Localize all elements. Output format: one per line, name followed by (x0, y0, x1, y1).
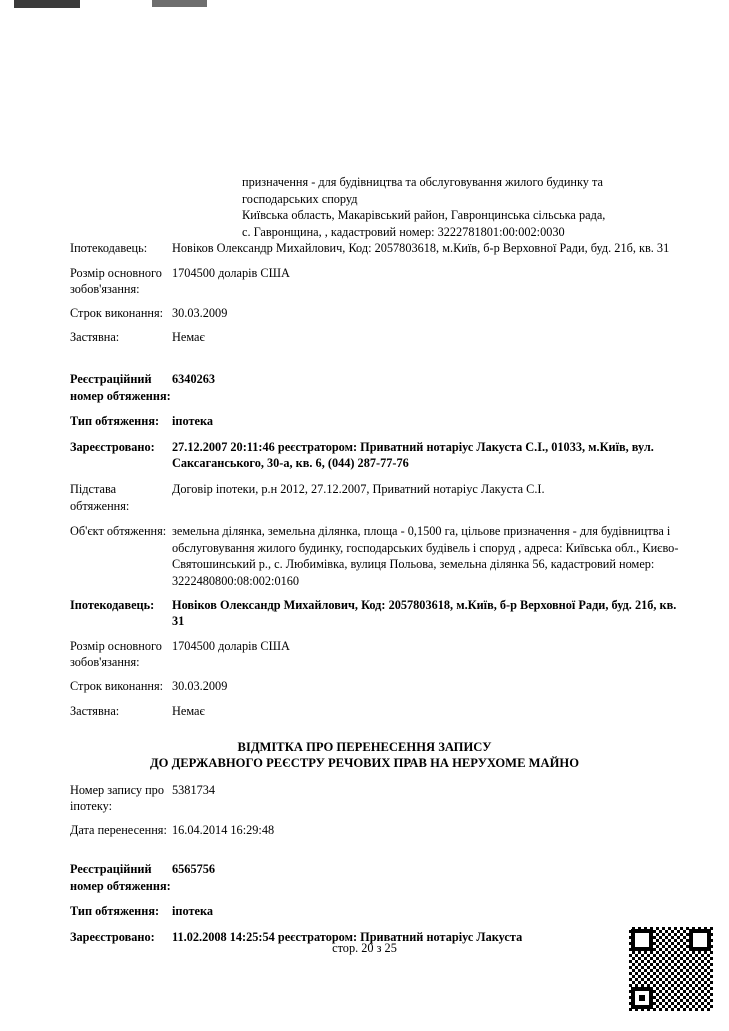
field-row-object (0, 523, 729, 589)
transfer-note-title-line-1: ВІДМІТКА ПРО ПЕРЕНЕСЕННЯ ЗАПИСУ (237, 740, 492, 754)
field-row-transfer-date (0, 822, 729, 839)
field-label: Реєстраційний номер обтяження: (70, 862, 171, 893)
intro-line-1: призначення - для будівництва та обслуговування жилого будинку та (242, 175, 603, 189)
field-label: Розмір основного зобов'язання: (70, 265, 162, 297)
field-value: Немає (172, 330, 205, 345)
field-value: 6565756 (172, 862, 216, 876)
field-value: іпотека (172, 414, 214, 429)
field-value: 16.04.2014 16:29:48 (172, 823, 275, 837)
page-number-label: стор. 20 з 25 (332, 941, 397, 955)
field-row (0, 240, 729, 257)
qr-alignment-marker (631, 987, 653, 1009)
field-row (0, 305, 729, 322)
intro-line-2: господарських споруд (242, 191, 358, 206)
field-row-term (0, 678, 729, 695)
field-value: Немає (172, 703, 205, 718)
field-value: земельна ділянка, земельна ділянка, площа - 0,1500 га, цільове призначення - для будівництва і обслуговування жилого будинку, господарських будівель і споруд , адреса: Київська обл., Києво-Святошинський р., с. Любимівка, вулиця Польова, земельна ділянка 56, кадастровий номер: 3222480800:08:002:0160 (172, 524, 679, 588)
intro-line-4: с. Гавронщина, , кадастровий номер: 3222781801:00:002:0030 (242, 224, 565, 239)
field-label: Тип обтяження: (70, 414, 160, 429)
field-value: 5381734 (172, 782, 216, 797)
intro-paragraph (242, 174, 682, 240)
field-label: Іпотекодавець: (70, 241, 148, 255)
field-label: Іпотекодавець: (70, 597, 155, 612)
field-label: Строк виконання: (70, 678, 164, 693)
field-row-pledge (0, 703, 729, 720)
field-label: Строк виконання: (70, 305, 164, 320)
field-label: Підстава обтяження: (70, 481, 130, 513)
field-value: Новіков Олександр Михайлович, Код: 2057803618, м.Київ, б-р Верховної Ради, буд. 21б, кв. 31 (172, 597, 677, 629)
field-row-registration-number (0, 861, 729, 894)
field-row-basis (0, 481, 729, 514)
field-value: 30.03.2009 (172, 305, 228, 320)
field-label: Зареєстровано: (70, 439, 155, 454)
field-label: Застявна: (70, 330, 120, 345)
field-value: 11.02.2008 14:25:54 реєстратором: Приватний нотаріус Лакуста (172, 929, 523, 944)
field-value: 1704500 доларів США (172, 265, 290, 280)
scan-artifact-mark-right (152, 0, 207, 7)
field-label: Зареєстровано: (70, 929, 155, 944)
field-value: іпотека (172, 904, 214, 919)
page-footer (0, 941, 729, 956)
qr-code-icon (629, 927, 713, 1011)
mortgage-block-1 (0, 240, 729, 346)
transfer-note-title-line-2: ДО ДЕРЖАВНОГО РЕЄСТРУ РЕЧОВИХ ПРАВ НА НЕРУХОМЕ МАЙНО (149, 756, 579, 771)
field-label: Тип обтяження: (70, 904, 160, 919)
field-label: Об'єкт обтяження: (70, 524, 167, 539)
field-row-encumbrance-type (0, 413, 729, 430)
field-row (0, 265, 729, 298)
field-row-mortgage-record-number (0, 782, 729, 815)
field-value: Новіков Олександр Михайлович, Код: 2057803618, м.Київ, б-р Верховної Ради, буд. 21б, кв. 31 (172, 241, 670, 255)
field-row-mortgagor (0, 597, 729, 630)
field-value: 1704500 доларів США (172, 638, 290, 653)
mortgage-block-2 (0, 371, 729, 719)
scan-artifact-mark-left (14, 0, 80, 8)
field-row-registered (0, 439, 729, 472)
field-row-obligation-amount (0, 638, 729, 671)
mortgage-block-3 (0, 861, 729, 945)
field-row-registration-number (0, 371, 729, 404)
transfer-note-title (0, 739, 729, 772)
field-row (0, 329, 729, 346)
scan-artifact-bottom (300, 1023, 326, 1031)
field-label: Дата перенесення: (70, 823, 167, 837)
field-label: Номер запису про іпотеку: (70, 782, 164, 814)
intro-line-3: Київська область, Макарівський район, Гавронцинська сільська рада, (242, 208, 606, 223)
field-value: Договір іпотеки, р.н 2012, 27.12.2007, Приватний нотаріус Лакуста С.І. (172, 481, 545, 496)
transfer-note-section (0, 739, 729, 839)
field-label: Застявна: (70, 703, 120, 718)
field-row-encumbrance-type (0, 903, 729, 920)
field-value: 27.12.2007 20:11:46 реєстратором: Приватний нотаріус Лакуста С.І., 01033, м.Київ, вул. Саксаганського, 30-а, кв. 6, (044) 287-77-76 (172, 439, 654, 471)
field-value: 30.03.2009 (172, 678, 228, 693)
field-label: Розмір основного зобов'язання: (70, 638, 162, 670)
field-value: 6340263 (172, 372, 216, 386)
field-label: Реєстраційний номер обтяження: (70, 372, 171, 403)
